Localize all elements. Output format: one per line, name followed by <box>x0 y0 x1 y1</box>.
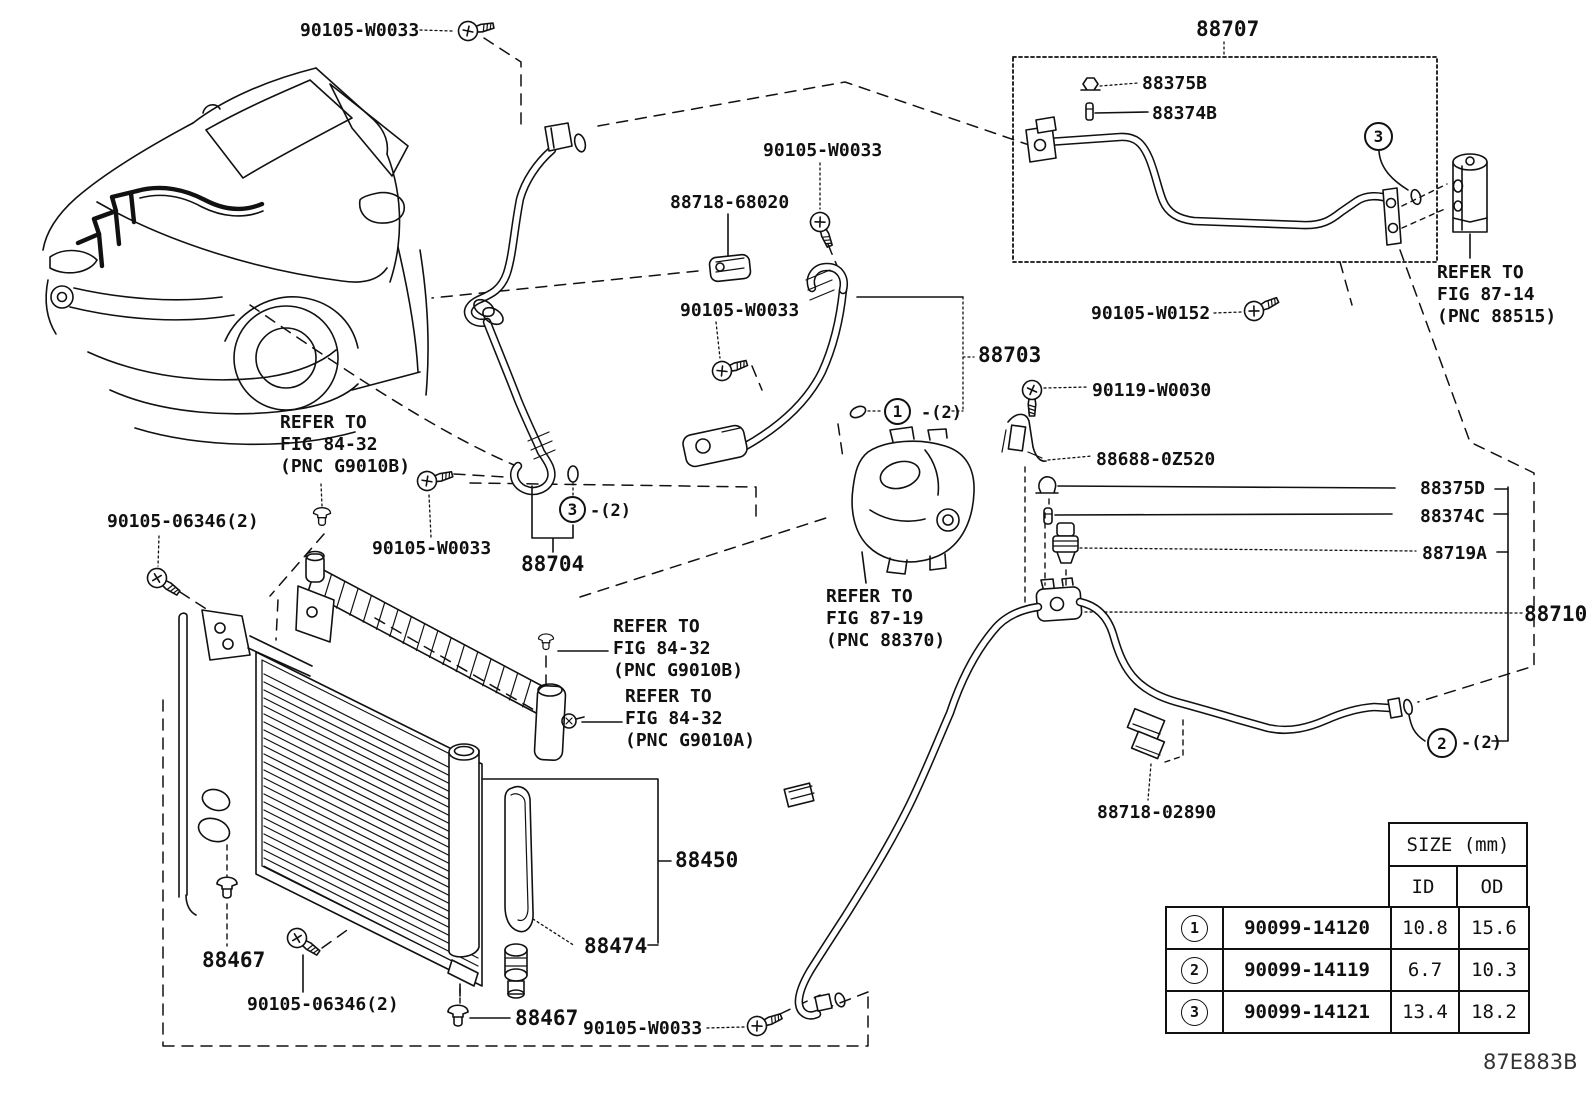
row-1-part: 90099-14120 <box>1223 907 1391 949</box>
pipe-fitting-block <box>1036 578 1082 621</box>
label-88718-68020: 88718-68020 <box>670 192 790 213</box>
row-3-num: 3 <box>1181 999 1208 1026</box>
slab-fins <box>323 575 530 707</box>
bolt-g9010a-icon <box>562 714 584 728</box>
row-2-id: 6.7 <box>1391 949 1459 991</box>
grommet-left-88467-icon <box>217 877 237 898</box>
clamp-88718-02890-icon <box>1127 709 1164 800</box>
compressor-sketch <box>852 427 974 583</box>
row-1-id: 10.8 <box>1391 907 1459 949</box>
label-screw-cond-w0033: 90105-W0033 <box>372 538 492 559</box>
label-88375b: 88375B <box>1142 73 1208 94</box>
row-2-part: 90099-14119 <box>1223 949 1391 991</box>
note-fig-84-32-b-car: REFER TO FIG 84-32 (PNC G9010B) <box>280 412 411 477</box>
label-screw-mid-top: 90105-W0033 <box>763 140 883 161</box>
row-3-od: 18.2 <box>1459 991 1529 1033</box>
drier-plug-icon <box>505 944 527 998</box>
label-88703: 88703 <box>978 343 1042 367</box>
slab-inlet-fitting <box>296 552 334 643</box>
screw-mid-icon <box>710 322 750 383</box>
balloon-3-box: 3 <box>1364 122 1393 151</box>
label-88707: 88707 <box>1196 17 1260 41</box>
row-3-part: 90099-14121 <box>1223 991 1391 1033</box>
label-88374b: 88374B <box>1152 103 1218 124</box>
label-88374c: 88374C <box>1420 506 1486 527</box>
label-88375d: 88375D <box>1420 478 1486 499</box>
note-fig-84-32-a: REFER TO FIG 84-32 (PNC G9010A) <box>625 686 756 751</box>
col-id: ID <box>1389 866 1457 908</box>
label-88718-02890: 88718-02890 <box>1097 802 1217 823</box>
grommet-bottom-88467-icon <box>448 1005 510 1026</box>
engine-bay-pipes <box>78 188 263 266</box>
size-table-header <box>1388 822 1528 909</box>
car-sketch <box>43 68 428 444</box>
suction-hose-88704 <box>468 123 587 491</box>
condenser-assembly <box>179 552 671 999</box>
label-screw-top-left: 90105-W0033 <box>300 20 420 41</box>
size-table-title: SIZE (mm) <box>1389 823 1527 866</box>
balloon-2-qty: -(2) <box>1461 733 1502 753</box>
table-row <box>1166 949 1529 991</box>
row-3-id: 13.4 <box>1391 991 1459 1033</box>
label-88688-0z520: 88688-0Z520 <box>1096 449 1216 470</box>
table-row <box>1166 991 1529 1033</box>
label-06346-bottom: 90105-06346(2) <box>247 994 399 1015</box>
expansion-valve-icon <box>1453 154 1487 258</box>
label-88450: 88450 <box>675 848 739 872</box>
label-screw-mid: 90105-W0033 <box>680 300 800 321</box>
screw-90119-w0030-icon <box>1023 381 1042 417</box>
clamp-88688-0z520-icon <box>1002 414 1046 461</box>
balloon-1-qty: -(2) <box>921 403 962 423</box>
valve-core-88374b-icon <box>1086 103 1093 120</box>
screw-06346-top-icon <box>144 536 184 601</box>
screw-bottom-w0033-icon <box>707 1007 785 1038</box>
cap-88375d-icon <box>1036 477 1058 493</box>
size-table-body <box>1165 906 1530 1034</box>
col-od: OD <box>1457 866 1527 908</box>
note-fig-87-19: REFER TO FIG 87-19 (PNC 88370) <box>826 586 946 651</box>
pipe-clip-icon <box>784 783 814 807</box>
label-w0152: 90105-W0152 <box>1091 303 1211 324</box>
label-88474: 88474 <box>584 934 648 958</box>
row-1-od: 15.6 <box>1459 907 1529 949</box>
balloon-3: 3 <box>559 496 586 523</box>
hose-88703-fitting <box>681 424 748 468</box>
label-screw-bottom-w0033: 90105-W0033 <box>583 1018 703 1039</box>
table-row <box>1166 907 1529 949</box>
grommet-refer-car-icon <box>314 484 331 525</box>
note-fig-84-32-b: REFER TO FIG 84-32 (PNC G9010B) <box>613 616 744 681</box>
receiver-tube-88450 <box>449 744 479 957</box>
label-06346-top: 90105-06346(2) <box>107 511 259 532</box>
diagram-code: 87E883B <box>1483 1050 1578 1074</box>
screw-w0152-icon <box>1214 291 1282 323</box>
row-2-num: 2 <box>1181 957 1208 984</box>
screw-mid-top-icon <box>808 163 839 250</box>
balloon-2: 2 <box>1427 728 1457 758</box>
screw-06346-bottom-icon <box>284 925 324 992</box>
label-88704: 88704 <box>521 552 585 576</box>
row-1-num: 1 <box>1181 915 1208 942</box>
label-90119-w0030: 90119-W0030 <box>1092 380 1212 401</box>
screw-condenser-w0033-icon <box>415 465 454 537</box>
desiccant-bag-88474 <box>505 787 533 932</box>
nut-88375b-icon <box>1081 78 1100 90</box>
row-2-od: 10.3 <box>1459 949 1529 991</box>
balloon-1: 1 <box>884 398 911 425</box>
balloon-3-qty: -(2) <box>590 501 631 521</box>
label-88710: 88710 <box>1524 602 1588 626</box>
charge-valve-88719a-icon <box>1053 523 1078 563</box>
note-fig-87-14: REFER TO FIG 87-14 (PNC 88515) <box>1437 262 1557 327</box>
pipe-assy-88707-box <box>1013 42 1437 262</box>
clamp-88718-68020-icon <box>709 214 751 282</box>
label-88467-bottom: 88467 <box>515 1006 579 1030</box>
label-88467-left: 88467 <box>202 948 266 972</box>
label-88719a: 88719A <box>1422 543 1488 564</box>
